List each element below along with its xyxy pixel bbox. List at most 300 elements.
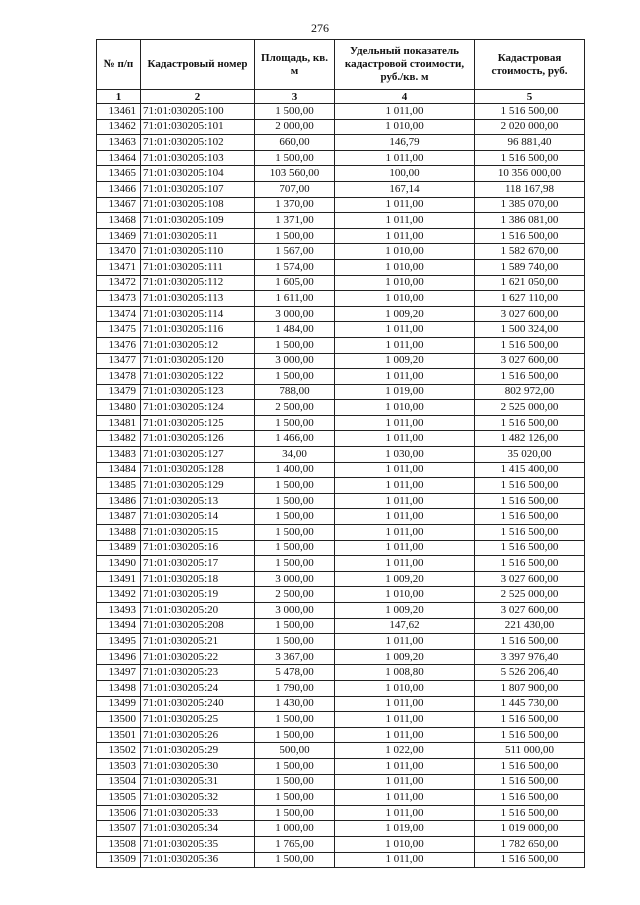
cadastral-number-cell: 71:01:030205:20 <box>141 603 255 619</box>
table-row <box>97 758 585 774</box>
unit-value-cell: 1 009,20 <box>335 649 475 665</box>
area-cell: 1 500,00 <box>255 758 335 774</box>
table-row <box>97 712 585 728</box>
unit-value-cell: 1 011,00 <box>335 509 475 525</box>
table-row <box>97 431 585 447</box>
area-cell: 34,00 <box>255 447 335 463</box>
area-cell: 3 000,00 <box>255 603 335 619</box>
cadastral-value-cell: 1 516 500,00 <box>475 712 585 728</box>
table-row <box>97 228 585 244</box>
cadastral-value-cell: 118 167,98 <box>475 181 585 197</box>
area-cell: 3 367,00 <box>255 649 335 665</box>
area-cell: 1 500,00 <box>255 790 335 806</box>
row-number-cell: 13505 <box>97 790 141 806</box>
cadastral-value-cell: 1 445 730,00 <box>475 696 585 712</box>
cadastral-number-cell: 71:01:030205:103 <box>141 150 255 166</box>
cadastral-value-cell: 1 516 500,00 <box>475 634 585 650</box>
unit-value-cell: 1 011,00 <box>335 634 475 650</box>
unit-value-cell: 146,79 <box>335 135 475 151</box>
unit-value-cell: 1 011,00 <box>335 727 475 743</box>
table-row <box>97 665 585 681</box>
column-number: 4 <box>335 90 475 104</box>
row-number-cell: 13508 <box>97 836 141 852</box>
cadastral-number-cell: 71:01:030205:12 <box>141 337 255 353</box>
unit-value-cell: 1 011,00 <box>335 462 475 478</box>
area-cell: 1 500,00 <box>255 634 335 650</box>
cadastral-number-cell: 71:01:030205:21 <box>141 634 255 650</box>
table-row <box>97 353 585 369</box>
row-number-cell: 13479 <box>97 384 141 400</box>
cadastral-value-cell: 1 516 500,00 <box>475 556 585 572</box>
cadastral-number-cell: 71:01:030205:104 <box>141 166 255 182</box>
area-cell: 3 000,00 <box>255 306 335 322</box>
table-body <box>97 104 585 868</box>
cadastral-number-cell: 71:01:030205:124 <box>141 400 255 416</box>
table-row <box>97 790 585 806</box>
table-row <box>97 150 585 166</box>
unit-value-cell: 1 010,00 <box>335 119 475 135</box>
cadastral-value-cell: 2 525 000,00 <box>475 400 585 416</box>
row-number-cell: 13469 <box>97 228 141 244</box>
cadastral-value-cell: 2 525 000,00 <box>475 587 585 603</box>
cadastral-number-cell: 71:01:030205:14 <box>141 509 255 525</box>
cadastral-value-cell: 1 516 500,00 <box>475 150 585 166</box>
table-row <box>97 400 585 416</box>
cadastral-value-cell: 1 516 500,00 <box>475 805 585 821</box>
cadastral-number-cell: 71:01:030205:23 <box>141 665 255 681</box>
unit-value-cell: 1 009,20 <box>335 571 475 587</box>
row-number-cell: 13500 <box>97 712 141 728</box>
cadastral-value-cell: 1 019 000,00 <box>475 821 585 837</box>
unit-value-cell: 1 011,00 <box>335 774 475 790</box>
cadastral-number-cell: 71:01:030205:107 <box>141 181 255 197</box>
cadastral-number-cell: 71:01:030205:34 <box>141 821 255 837</box>
area-cell: 1 765,00 <box>255 836 335 852</box>
area-cell: 5 478,00 <box>255 665 335 681</box>
unit-value-cell: 1 011,00 <box>335 369 475 385</box>
area-cell: 1 500,00 <box>255 540 335 556</box>
unit-value-cell: 1 011,00 <box>335 104 475 120</box>
cadastral-number-cell: 71:01:030205:100 <box>141 104 255 120</box>
area-cell: 2 500,00 <box>255 400 335 416</box>
area-cell: 1 500,00 <box>255 337 335 353</box>
cadastral-number-cell: 71:01:030205:120 <box>141 353 255 369</box>
cadastral-value-cell: 2 020 000,00 <box>475 119 585 135</box>
page-number: 276 <box>311 21 329 35</box>
table-row <box>97 603 585 619</box>
table-row <box>97 540 585 556</box>
row-number-cell: 13491 <box>97 571 141 587</box>
unit-value-cell: 1 019,00 <box>335 384 475 400</box>
cadastral-value-cell: 1 516 500,00 <box>475 727 585 743</box>
row-number-cell: 13481 <box>97 415 141 431</box>
table-row <box>97 805 585 821</box>
row-number-cell: 13504 <box>97 774 141 790</box>
cadastral-value-cell: 3 027 600,00 <box>475 571 585 587</box>
area-cell: 2 000,00 <box>255 119 335 135</box>
row-number-cell: 13496 <box>97 649 141 665</box>
cadastral-number-cell: 71:01:030205:111 <box>141 259 255 275</box>
cadastral-value-cell: 1 516 500,00 <box>475 509 585 525</box>
row-number-cell: 13492 <box>97 587 141 603</box>
area-cell: 660,00 <box>255 135 335 151</box>
area-cell: 1 605,00 <box>255 275 335 291</box>
unit-value-cell: 1 008,80 <box>335 665 475 681</box>
cadastral-value-cell: 1 500 324,00 <box>475 322 585 338</box>
area-cell: 1 484,00 <box>255 322 335 338</box>
row-number-cell: 13497 <box>97 665 141 681</box>
row-number-cell: 13476 <box>97 337 141 353</box>
table-row <box>97 166 585 182</box>
row-number-cell: 13488 <box>97 525 141 541</box>
header-row <box>97 40 585 90</box>
area-cell: 1 500,00 <box>255 805 335 821</box>
header-cadastral-number: Кадастровый номер <box>141 40 255 90</box>
row-number-cell: 13463 <box>97 135 141 151</box>
table-row <box>97 415 585 431</box>
area-cell: 1 567,00 <box>255 244 335 260</box>
row-number-cell: 13482 <box>97 431 141 447</box>
unit-value-cell: 1 011,00 <box>335 337 475 353</box>
cadastral-number-cell: 71:01:030205:110 <box>141 244 255 260</box>
unit-value-cell: 1 011,00 <box>335 478 475 494</box>
unit-value-cell: 1 010,00 <box>335 275 475 291</box>
table-row <box>97 322 585 338</box>
table-row <box>97 275 585 291</box>
cadastral-number-cell: 71:01:030205:16 <box>141 540 255 556</box>
row-number-cell: 13470 <box>97 244 141 260</box>
unit-value-cell: 1 010,00 <box>335 836 475 852</box>
cadastral-value-cell: 1 516 500,00 <box>475 540 585 556</box>
cadastral-number-cell: 71:01:030205:18 <box>141 571 255 587</box>
cadastral-number-cell: 71:01:030205:13 <box>141 493 255 509</box>
header-cadastral-value: Кадастровая стоимость, руб. <box>475 40 585 90</box>
cadastral-value-cell: 1 807 900,00 <box>475 680 585 696</box>
unit-value-cell: 1 011,00 <box>335 852 475 868</box>
area-cell: 1 500,00 <box>255 478 335 494</box>
row-number-cell: 13485 <box>97 478 141 494</box>
cadastral-number-cell: 71:01:030205:240 <box>141 696 255 712</box>
table-row <box>97 774 585 790</box>
row-number-cell: 13468 <box>97 213 141 229</box>
unit-value-cell: 1 011,00 <box>335 790 475 806</box>
row-number-cell: 13509 <box>97 852 141 868</box>
table-row <box>97 696 585 712</box>
unit-value-cell: 1 022,00 <box>335 743 475 759</box>
area-cell: 1 430,00 <box>255 696 335 712</box>
cadastral-value-cell: 1 516 500,00 <box>475 369 585 385</box>
cadastral-number-cell: 71:01:030205:29 <box>141 743 255 759</box>
cadastral-value-cell: 1 516 500,00 <box>475 758 585 774</box>
table-row <box>97 478 585 494</box>
area-cell: 1 000,00 <box>255 821 335 837</box>
cadastral-value-cell: 1 782 650,00 <box>475 836 585 852</box>
row-number-cell: 13472 <box>97 275 141 291</box>
cadastral-number-cell: 71:01:030205:33 <box>141 805 255 821</box>
unit-value-cell: 1 011,00 <box>335 712 475 728</box>
cadastral-value-cell: 1 415 400,00 <box>475 462 585 478</box>
unit-value-cell: 1 011,00 <box>335 322 475 338</box>
cadastral-value-cell: 1 482 126,00 <box>475 431 585 447</box>
table-row <box>97 634 585 650</box>
table-row <box>97 509 585 525</box>
unit-value-cell: 1 010,00 <box>335 244 475 260</box>
table-row <box>97 649 585 665</box>
row-number-cell: 13461 <box>97 104 141 120</box>
unit-value-cell: 1 010,00 <box>335 259 475 275</box>
header-area: Площадь, кв. м <box>255 40 335 90</box>
cadastral-number-cell: 71:01:030205:30 <box>141 758 255 774</box>
row-number-cell: 13473 <box>97 291 141 307</box>
cadastral-value-cell: 1 385 070,00 <box>475 197 585 213</box>
cadastral-value-cell: 5 526 206,40 <box>475 665 585 681</box>
area-cell: 2 500,00 <box>255 587 335 603</box>
table-row <box>97 556 585 572</box>
cadastral-value-cell: 1 516 500,00 <box>475 415 585 431</box>
table-row <box>97 337 585 353</box>
row-number-cell: 13490 <box>97 556 141 572</box>
row-number-cell: 13486 <box>97 493 141 509</box>
area-cell: 1 500,00 <box>255 712 335 728</box>
row-number-cell: 13499 <box>97 696 141 712</box>
table-row <box>97 213 585 229</box>
row-number-cell: 13465 <box>97 166 141 182</box>
cadastral-number-cell: 71:01:030205:26 <box>141 727 255 743</box>
cadastral-value-cell: 35 020,00 <box>475 447 585 463</box>
cadastral-number-cell: 71:01:030205:123 <box>141 384 255 400</box>
table-row <box>97 852 585 868</box>
unit-value-cell: 1 010,00 <box>335 400 475 416</box>
row-number-cell: 13466 <box>97 181 141 197</box>
table-row <box>97 462 585 478</box>
table-row <box>97 369 585 385</box>
area-cell: 707,00 <box>255 181 335 197</box>
unit-value-cell: 167,14 <box>335 181 475 197</box>
area-cell: 1 500,00 <box>255 618 335 634</box>
cadastral-value-cell: 1 516 500,00 <box>475 493 585 509</box>
cadastral-value-cell: 1 516 500,00 <box>475 478 585 494</box>
unit-value-cell: 1 011,00 <box>335 805 475 821</box>
cadastral-value-cell: 1 516 500,00 <box>475 790 585 806</box>
row-number-cell: 13494 <box>97 618 141 634</box>
cadastral-value-cell: 3 027 600,00 <box>475 306 585 322</box>
row-number-cell: 13462 <box>97 119 141 135</box>
cadastral-number-cell: 71:01:030205:125 <box>141 415 255 431</box>
area-cell: 1 370,00 <box>255 197 335 213</box>
cadastral-value-cell: 802 972,00 <box>475 384 585 400</box>
unit-value-cell: 1 011,00 <box>335 758 475 774</box>
row-number-cell: 13506 <box>97 805 141 821</box>
row-number-cell: 13501 <box>97 727 141 743</box>
unit-value-cell: 1 011,00 <box>335 493 475 509</box>
unit-value-cell: 1 019,00 <box>335 821 475 837</box>
area-cell: 1 574,00 <box>255 259 335 275</box>
table-row <box>97 135 585 151</box>
cadastral-value-cell: 3 027 600,00 <box>475 353 585 369</box>
area-cell: 1 500,00 <box>255 556 335 572</box>
cadastral-value-cell: 1 582 670,00 <box>475 244 585 260</box>
cadastral-number-cell: 71:01:030205:129 <box>141 478 255 494</box>
area-cell: 1 500,00 <box>255 493 335 509</box>
row-number-cell: 13474 <box>97 306 141 322</box>
cadastral-value-cell: 3 027 600,00 <box>475 603 585 619</box>
area-cell: 1 500,00 <box>255 852 335 868</box>
cadastral-value-cell: 96 881,40 <box>475 135 585 151</box>
row-number-cell: 13502 <box>97 743 141 759</box>
unit-value-cell: 1 011,00 <box>335 213 475 229</box>
cadastral-number-cell: 71:01:030205:11 <box>141 228 255 244</box>
unit-value-cell: 1 011,00 <box>335 415 475 431</box>
table-row <box>97 836 585 852</box>
unit-value-cell: 1 009,20 <box>335 603 475 619</box>
area-cell: 1 500,00 <box>255 104 335 120</box>
area-cell: 1 500,00 <box>255 509 335 525</box>
unit-value-cell: 1 011,00 <box>335 431 475 447</box>
cadastral-number-cell: 71:01:030205:108 <box>141 197 255 213</box>
row-number-cell: 13498 <box>97 680 141 696</box>
unit-value-cell: 1 011,00 <box>335 197 475 213</box>
unit-value-cell: 1 010,00 <box>335 291 475 307</box>
row-number-cell: 13493 <box>97 603 141 619</box>
cadastral-value-table <box>96 39 585 868</box>
row-number-cell: 13477 <box>97 353 141 369</box>
unit-value-cell: 1 011,00 <box>335 556 475 572</box>
table-row <box>97 197 585 213</box>
unit-value-cell: 1 030,00 <box>335 447 475 463</box>
unit-value-cell: 1 010,00 <box>335 587 475 603</box>
table-row <box>97 384 585 400</box>
cadastral-number-cell: 71:01:030205:109 <box>141 213 255 229</box>
cadastral-value-cell: 1 516 500,00 <box>475 104 585 120</box>
row-number-cell: 13487 <box>97 509 141 525</box>
column-number: 3 <box>255 90 335 104</box>
table-row <box>97 680 585 696</box>
table-row <box>97 525 585 541</box>
cadastral-number-cell: 71:01:030205:32 <box>141 790 255 806</box>
cadastral-value-cell: 1 516 500,00 <box>475 525 585 541</box>
table-row <box>97 821 585 837</box>
row-number-cell: 13503 <box>97 758 141 774</box>
table-row <box>97 181 585 197</box>
table-row <box>97 104 585 120</box>
area-cell: 1 500,00 <box>255 150 335 166</box>
header-row-number: № п/п <box>97 40 141 90</box>
cadastral-number-cell: 71:01:030205:114 <box>141 306 255 322</box>
cadastral-number-cell: 71:01:030205:208 <box>141 618 255 634</box>
area-cell: 103 560,00 <box>255 166 335 182</box>
cadastral-number-cell: 71:01:030205:112 <box>141 275 255 291</box>
unit-value-cell: 1 011,00 <box>335 525 475 541</box>
cadastral-value-cell: 1 589 740,00 <box>475 259 585 275</box>
area-cell: 3 000,00 <box>255 353 335 369</box>
row-number-cell: 13467 <box>97 197 141 213</box>
cadastral-value-cell: 1 386 081,00 <box>475 213 585 229</box>
cadastral-number-cell: 71:01:030205:36 <box>141 852 255 868</box>
cadastral-value-cell: 221 430,00 <box>475 618 585 634</box>
area-cell: 1 371,00 <box>255 213 335 229</box>
area-cell: 1 500,00 <box>255 228 335 244</box>
cadastral-number-cell: 71:01:030205:22 <box>141 649 255 665</box>
cadastral-value-cell: 1 516 500,00 <box>475 337 585 353</box>
cadastral-number-cell: 71:01:030205:127 <box>141 447 255 463</box>
area-cell: 788,00 <box>255 384 335 400</box>
unit-value-cell: 1 011,00 <box>335 150 475 166</box>
header-unit-value: Удельный показатель кадастровой стоимости, руб./кв. м <box>335 40 475 90</box>
table-row <box>97 493 585 509</box>
row-number-cell: 13478 <box>97 369 141 385</box>
cadastral-value-cell: 10 356 000,00 <box>475 166 585 182</box>
cadastral-number-cell: 71:01:030205:15 <box>141 525 255 541</box>
column-number: 2 <box>141 90 255 104</box>
unit-value-cell: 100,00 <box>335 166 475 182</box>
row-number-cell: 13495 <box>97 634 141 650</box>
row-number-cell: 13489 <box>97 540 141 556</box>
unit-value-cell: 147,62 <box>335 618 475 634</box>
column-number: 5 <box>475 90 585 104</box>
unit-value-cell: 1 009,20 <box>335 306 475 322</box>
area-cell: 3 000,00 <box>255 571 335 587</box>
cadastral-value-cell: 1 516 500,00 <box>475 774 585 790</box>
area-cell: 1 500,00 <box>255 774 335 790</box>
row-number-cell: 13484 <box>97 462 141 478</box>
table-row <box>97 727 585 743</box>
table-row <box>97 743 585 759</box>
cadastral-value-cell: 1 516 500,00 <box>475 852 585 868</box>
row-number-cell: 13507 <box>97 821 141 837</box>
row-number-cell: 13475 <box>97 322 141 338</box>
cadastral-number-cell: 71:01:030205:102 <box>141 135 255 151</box>
cadastral-number-cell: 71:01:030205:101 <box>141 119 255 135</box>
table-row <box>97 244 585 260</box>
unit-value-cell: 1 011,00 <box>335 696 475 712</box>
cadastral-number-cell: 71:01:030205:116 <box>141 322 255 338</box>
table-row <box>97 119 585 135</box>
area-cell: 1 500,00 <box>255 369 335 385</box>
cadastral-number-cell: 71:01:030205:31 <box>141 774 255 790</box>
area-cell: 1 500,00 <box>255 727 335 743</box>
cadastral-number-cell: 71:01:030205:126 <box>141 431 255 447</box>
table-row <box>97 306 585 322</box>
table-row <box>97 587 585 603</box>
area-cell: 1 790,00 <box>255 680 335 696</box>
cadastral-number-cell: 71:01:030205:128 <box>141 462 255 478</box>
unit-value-cell: 1 010,00 <box>335 680 475 696</box>
cadastral-value-cell: 1 627 110,00 <box>475 291 585 307</box>
table-row <box>97 291 585 307</box>
cadastral-number-cell: 71:01:030205:113 <box>141 291 255 307</box>
area-cell: 1 500,00 <box>255 525 335 541</box>
area-cell: 1 400,00 <box>255 462 335 478</box>
unit-value-cell: 1 011,00 <box>335 228 475 244</box>
area-cell: 500,00 <box>255 743 335 759</box>
column-number-row <box>97 90 585 104</box>
cadastral-number-cell: 71:01:030205:122 <box>141 369 255 385</box>
column-number: 1 <box>97 90 141 104</box>
row-number-cell: 13471 <box>97 259 141 275</box>
cadastral-number-cell: 71:01:030205:24 <box>141 680 255 696</box>
cadastral-number-cell: 71:01:030205:19 <box>141 587 255 603</box>
table-row <box>97 447 585 463</box>
cadastral-number-cell: 71:01:030205:17 <box>141 556 255 572</box>
table-row <box>97 259 585 275</box>
table-row <box>97 571 585 587</box>
table-row <box>97 618 585 634</box>
row-number-cell: 13483 <box>97 447 141 463</box>
area-cell: 1 500,00 <box>255 415 335 431</box>
cadastral-number-cell: 71:01:030205:35 <box>141 836 255 852</box>
cadastral-value-cell: 1 516 500,00 <box>475 228 585 244</box>
area-cell: 1 611,00 <box>255 291 335 307</box>
